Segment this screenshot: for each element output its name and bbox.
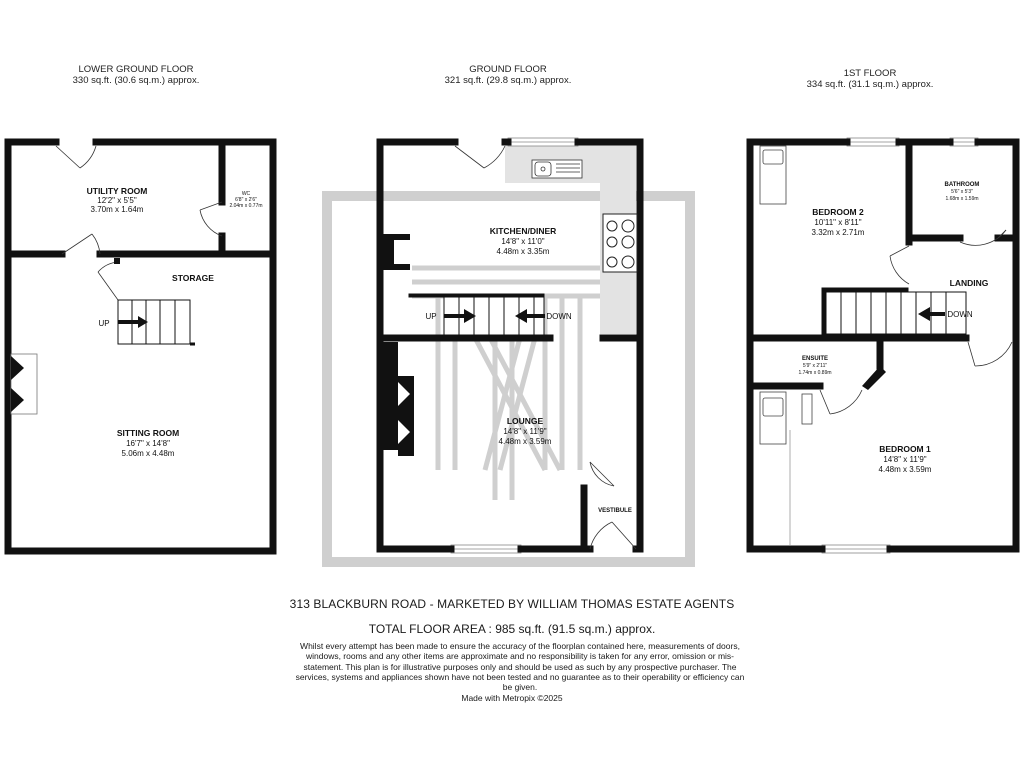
bedroom-2-metric: 3.32m x 2.71m	[811, 228, 865, 237]
made-with-credit: Made with Metropix ©2025	[461, 693, 563, 703]
first-floor-plan	[750, 138, 1016, 553]
hob-icon	[603, 214, 637, 272]
stairs-up-label: UP	[425, 312, 437, 321]
stairs-up-label: UP	[98, 319, 110, 328]
window	[847, 138, 899, 146]
sink-icon	[532, 160, 582, 178]
disclaimer: Whilst every attempt has been made to ensure the accuracy of the floorplan contained here, measurements of doors, windows, rooms and any other items are approximate and no responsibility is taken for any error, omission or mis-statement. This plan is for illustrative purposes only and should be used as such by any prospective purchaser. The services, systems and appliances shown have not been tested and no guarantee as to their operability or efficiency can be given.	[295, 641, 745, 693]
ensuite-imperial: 5'9" x 2'11"	[802, 363, 828, 369]
window	[950, 138, 978, 146]
utility-room-imperial: 12'2" x 5'5"	[97, 196, 137, 205]
total-floor-area: TOTAL FLOOR AREA : 985 sq.ft. (91.5 sq.m.) approx.	[368, 622, 656, 636]
ensuite-name: ENSUITE	[801, 356, 829, 362]
bedroom-1-imperial: 14'8" x 11'9"	[883, 455, 927, 464]
lounge-imperial: 14'8" x 11'9"	[503, 427, 547, 436]
stairs-down-label: DOWN	[947, 310, 973, 319]
window	[451, 545, 521, 553]
lower-ground-floor-plan	[8, 142, 273, 551]
bathroom-imperial: 5'6" x 5'3"	[951, 189, 973, 195]
window	[822, 545, 890, 553]
utility-room-metric: 3.70m x 1.64m	[90, 205, 144, 214]
floor-name: GROUND FLOOR	[469, 64, 547, 75]
lounge-metric: 4.48m x 3.59m	[498, 437, 552, 446]
bedroom-2-name: BEDROOM 2	[812, 207, 864, 217]
bedroom-1-name: BEDROOM 1	[879, 444, 931, 454]
ensuite-metric: 1.74m x 0.89m	[798, 370, 832, 376]
utility-room-name: UTILITY ROOM	[86, 186, 148, 196]
window	[508, 138, 578, 146]
floor-name: 1ST FLOOR	[843, 68, 897, 79]
floor-name: LOWER GROUND FLOOR	[78, 64, 194, 75]
stairs-down-label: DOWN	[546, 312, 572, 321]
wc-metric: 2.04m x 0.77m	[229, 203, 263, 209]
bedroom-2-imperial: 10'11" x 8'11"	[814, 218, 862, 227]
vestibule-name: VESTIBULE	[598, 508, 632, 514]
fireplace	[11, 354, 37, 414]
sitting-room-metric: 5.06m x 4.48m	[121, 449, 175, 458]
floor-area: 330 sq.ft. (30.6 sq.m.) approx.	[72, 75, 200, 86]
floor-area: 334 sq.ft. (31.1 sq.m.) approx.	[806, 79, 934, 90]
bathroom-name: BATHROOM	[944, 182, 980, 188]
floor-area: 321 sq.ft. (29.8 sq.m.) approx.	[444, 75, 572, 86]
kitchen-diner-imperial: 14'8" x 11'0"	[501, 237, 545, 246]
kitchen-diner-name: KITCHEN/DINER	[489, 226, 557, 236]
bathroom-metric: 1.68m x 1.59m	[945, 196, 979, 202]
sitting-room-name: SITTING ROOM	[116, 428, 180, 438]
storage-name: STORAGE	[172, 273, 214, 283]
basin-icon	[760, 146, 812, 444]
lounge-name: LOUNGE	[506, 416, 544, 426]
listing-title: 313 BLACKBURN ROAD - MARKETED BY WILLIAM THOMAS ESTATE AGENTS	[289, 597, 735, 611]
kitchen-diner-metric: 4.48m x 3.35m	[496, 247, 550, 256]
landing-name: LANDING	[949, 278, 989, 288]
wc-imperial: 6'8" x 2'6"	[235, 197, 257, 203]
wc-name: WC	[241, 191, 251, 197]
sitting-room-imperial: 16'7" x 14'8"	[126, 439, 170, 448]
bedroom-1-metric: 4.48m x 3.59m	[878, 465, 932, 474]
